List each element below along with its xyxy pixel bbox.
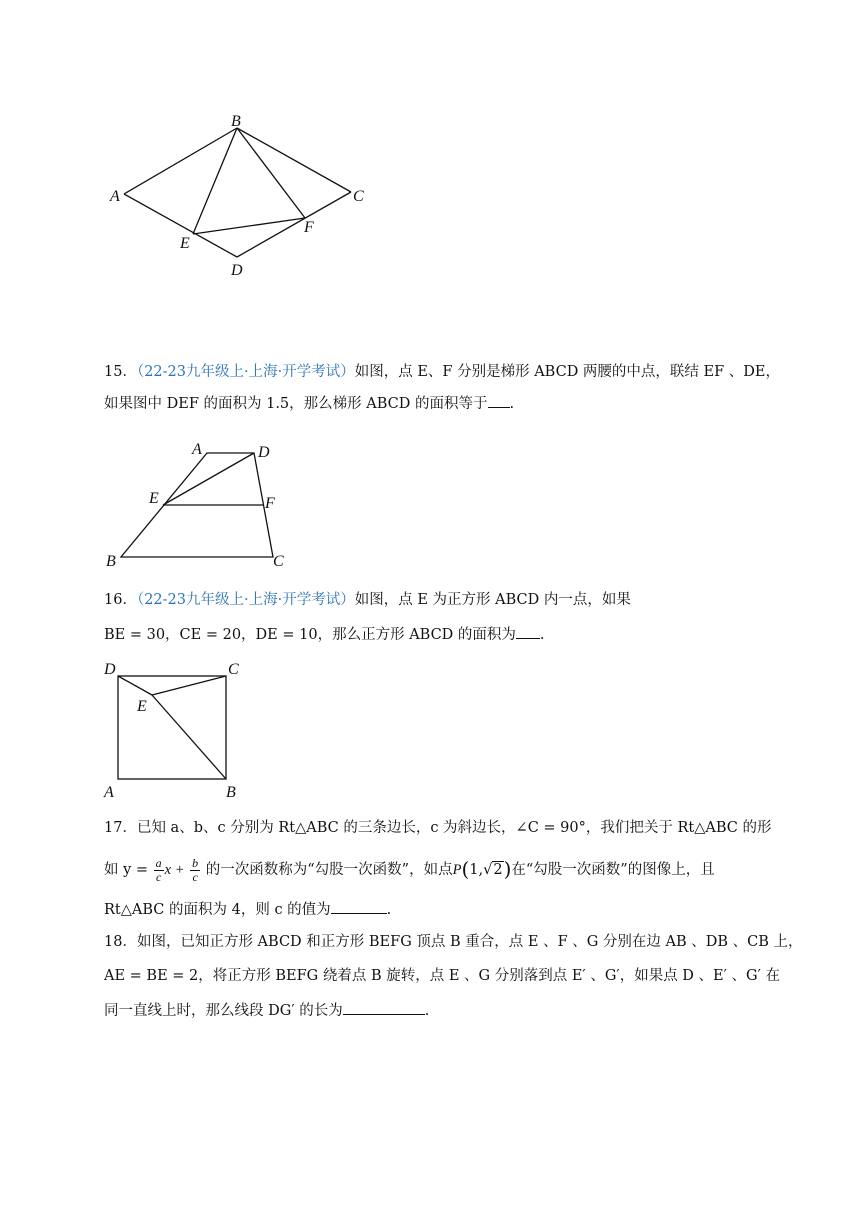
q17-text-3: Rt△ABC 的面积为 4，则 c 的值为	[104, 902, 331, 918]
figure-q14	[100, 105, 380, 285]
q17-line-2	[104, 852, 715, 887]
frac-a-denominator: c	[156, 869, 162, 884]
q15-line-2	[104, 393, 514, 414]
segment-de	[118, 676, 152, 695]
q18-text-3: 同一直线上时，那么线段 DG′ 的长为	[104, 1003, 343, 1019]
label-f: F	[265, 495, 275, 512]
label-b: B	[106, 553, 116, 570]
q15-text-2: 如果图中 DEF 的面积为 1.5，那么梯形 ABCD 的面积等于	[104, 396, 488, 412]
segment-bf	[237, 128, 305, 218]
q18-text-2: AE = BE = 2，将正方形 BEFG 绕着点 B 旋转，点 E 、G 分别落到点 E′ 、G′，如果点 D 、E′ 、G′ 在	[104, 968, 781, 984]
segment-be	[193, 128, 237, 234]
q18-answer-blank[interactable]	[343, 1000, 425, 1015]
label-e: E	[149, 490, 159, 507]
sqrt-sign: √	[483, 862, 493, 878]
segment-ef	[193, 218, 305, 234]
frac-a-numerator: a	[155, 855, 162, 870]
fraction-b-over-c	[190, 857, 200, 884]
segment-ce	[152, 676, 226, 695]
q16-text-1: 如图，点 E 为正方形 ABCD 内一点，如果	[354, 592, 631, 608]
q18-end: .	[424, 1003, 430, 1019]
segment-ed	[163, 453, 254, 505]
q16-text-2: BE = 30，CE = 20，DE = 10，那么正方形 ABCD 的面积为	[104, 627, 516, 643]
label-c: C	[353, 188, 364, 205]
frac-b-numerator: b	[192, 855, 199, 870]
label-e: E	[180, 235, 190, 252]
label-c: C	[273, 553, 284, 570]
segment-bc	[237, 128, 351, 192]
q17-end: .	[386, 902, 392, 918]
q17-text-2-post: 的一次函数称为“勾股一次函数”，如点	[205, 862, 453, 878]
fraction-a-over-c	[154, 857, 164, 884]
q17-number: 17．	[104, 820, 137, 836]
label-b: B	[231, 113, 241, 130]
q18-number: 18．	[104, 934, 137, 950]
square-abcd	[118, 676, 226, 779]
q18-line-2	[104, 966, 780, 986]
q16-line-1	[104, 590, 631, 610]
figure-q16	[100, 655, 250, 800]
q15-line-1	[104, 362, 780, 382]
q16-line-2	[104, 624, 545, 645]
q16-source: （22-23九年级上·上海·开学考试）	[136, 592, 355, 608]
q15-source: （22-23九年级上·上海·开学考试）	[136, 364, 355, 380]
q18-line-1	[104, 932, 803, 952]
label-a: A	[192, 441, 202, 458]
label-d: D	[258, 444, 270, 461]
q16-end: .	[539, 627, 545, 643]
q17-text-2-pre: 如 y =	[104, 862, 149, 878]
point-y: 2	[493, 862, 503, 878]
label-a: A	[104, 784, 114, 801]
label-d: D	[104, 661, 116, 678]
paren-close: )	[503, 857, 512, 881]
q16-answer-blank[interactable]	[516, 624, 540, 639]
q15-answer-blank[interactable]	[488, 393, 510, 408]
q17-line-3	[104, 899, 391, 920]
label-f: F	[304, 219, 314, 236]
figure-q15	[100, 438, 300, 573]
label-c: C	[228, 661, 239, 678]
point-p: P	[452, 862, 462, 878]
frac-b-denominator: c	[192, 869, 198, 884]
q15-text-1: 如图，点 E、F 分别是梯形 ABCD 两腰的中点，联结 EF 、DE，	[354, 364, 781, 380]
q17-text-2-end: 在“勾股一次函数”的图像上，且	[511, 862, 715, 878]
q16-number: 16．	[104, 592, 137, 608]
q15-end: .	[509, 396, 515, 412]
label-a: A	[110, 188, 120, 205]
q17-text-1: 已知 a、b、c 分别为 Rt△ABC 的三条边长，c 为斜边长，∠C = 90°，我们把关于 Rt△ABC 的形	[136, 820, 772, 836]
q15-number: 15．	[104, 364, 137, 380]
segment-ab	[124, 128, 237, 194]
paren-open: (	[461, 857, 470, 881]
label-e: E	[137, 698, 147, 715]
label-d: D	[231, 262, 243, 279]
q17-answer-blank[interactable]	[331, 899, 387, 914]
label-b: B	[226, 784, 236, 801]
q18-text-1: 如图，已知正方形 ABCD 和正方形 BEFG 顶点 B 重合，点 E 、F 、G 分别在边 AB 、DB 、CB 上，	[136, 934, 803, 950]
q18-line-3	[104, 1000, 429, 1021]
segment-be	[152, 695, 226, 779]
segment-cd	[237, 192, 351, 257]
q17-mid: x +	[164, 862, 185, 878]
q17-line-1	[104, 818, 771, 838]
point-x: 1,	[469, 862, 484, 878]
